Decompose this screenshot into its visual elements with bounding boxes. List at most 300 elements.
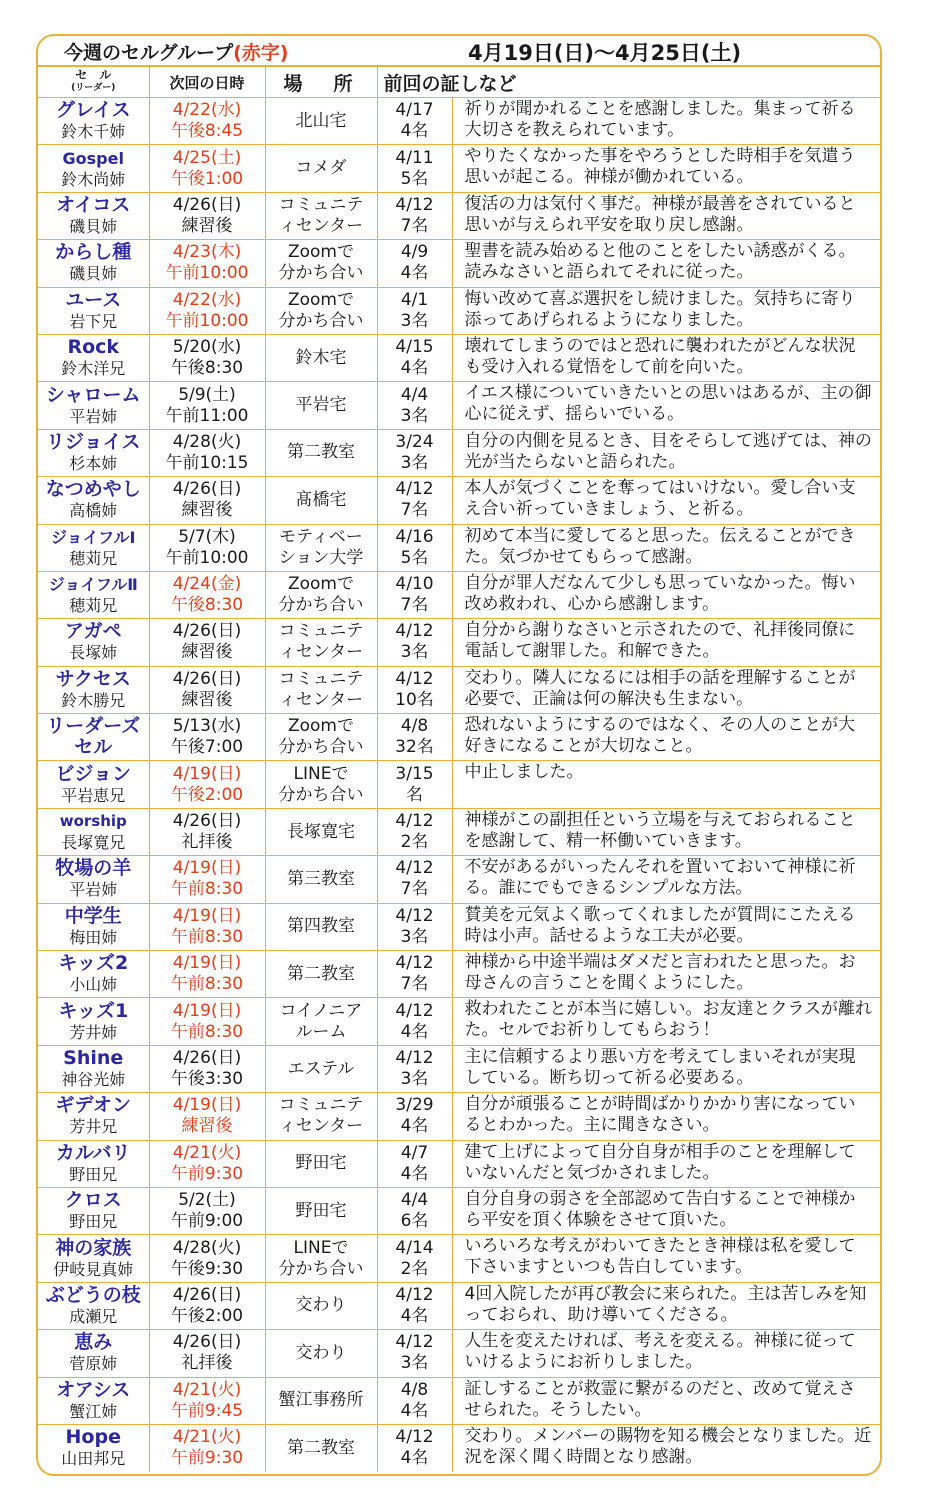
attendance-count: 7名	[400, 215, 429, 236]
previous-date: 4/12	[395, 668, 434, 689]
cell-name-cell	[38, 98, 149, 145]
attendance-count: 4名	[400, 358, 429, 379]
previous-date: 4/12	[395, 858, 434, 879]
next-date-day: 4/26(日)	[172, 1332, 242, 1353]
testimony-text: 神様から中途半端はダメだと言われたと思った。お母さんの言うことを聞くようにした。	[452, 951, 880, 998]
cell-name: カルバリ	[55, 1141, 131, 1164]
previous-meeting	[377, 382, 452, 429]
cell-name-cell	[38, 1140, 149, 1187]
attendance-count: 3名	[400, 405, 429, 426]
meeting-place: コイノニア ルーム	[265, 998, 377, 1045]
previous-date: 4/4	[400, 1190, 429, 1211]
header-date: 次回の日時	[149, 67, 265, 98]
meeting-place: 交わり	[265, 1330, 377, 1377]
meeting-place: 第四教室	[265, 903, 377, 950]
cell-name: クロス	[64, 1189, 122, 1212]
next-date	[149, 808, 265, 855]
meeting-place: 交わり	[265, 1282, 377, 1329]
testimony-text: 不安があるがいったんそれを置いておいて神様に祈る。誰にでもできるシンプルな方法。	[452, 856, 880, 903]
header-testimony: 前回の証しなど	[377, 67, 880, 98]
testimony-text: 悔い改めて喜ぶ選択をし続けました。気持ちに寄り添ってあげられるようになりました。	[452, 287, 880, 334]
meeting-place: 鈴木宅	[265, 334, 377, 381]
title-row	[38, 36, 880, 66]
next-date-day: 4/22(水)	[172, 100, 242, 121]
next-date-day: 5/7(木)	[178, 526, 236, 547]
previous-date: 4/12	[395, 811, 434, 832]
cell-name: アガペ	[64, 620, 122, 643]
testimony-text: 壊れてしまうのではと恐れに襲われたがどんな状況も受け入れる覚悟をして前を向いた。	[452, 334, 880, 381]
table-row	[38, 856, 880, 903]
cell-leader: 菅原姉	[69, 1354, 118, 1374]
previous-meeting	[377, 1140, 452, 1187]
cell-leader: 長塚寛兄	[61, 833, 126, 853]
previous-meeting	[377, 1377, 452, 1424]
meeting-place: 野田宅	[265, 1140, 377, 1187]
next-date	[149, 1187, 265, 1234]
table-row	[38, 666, 880, 713]
cell-leader: 野田兄	[69, 1212, 118, 1232]
testimony-text: 建て上げによって自分自身が相手のことを理解していないんだと気づかされました。	[452, 1140, 880, 1187]
table-row	[38, 192, 880, 239]
next-date-day: 4/22(水)	[172, 289, 242, 310]
meeting-place: 北山宅	[265, 98, 377, 145]
attendance-count: 3名	[400, 642, 429, 663]
table-row	[38, 334, 880, 381]
next-date	[149, 477, 265, 524]
cell-name-cell	[38, 1424, 149, 1471]
cell-leader: 磯貝姉	[69, 216, 118, 236]
next-date-time: 午前8:30	[170, 879, 244, 900]
testimony-text: 自分から謝りなさいと示されたので、礼拝後同僚に電話して謝罪した。和解できた。	[452, 619, 880, 666]
cell-leader: 芳井姉	[69, 1022, 118, 1042]
cell-name: ビジョン	[55, 762, 132, 785]
meeting-place: Zoomで 分かち合い	[265, 571, 377, 618]
next-date-time: 午前9:45	[170, 1400, 244, 1421]
cell-name: キッズ1	[58, 999, 129, 1022]
next-date-day: 4/25(土)	[172, 147, 242, 168]
table-row	[38, 1235, 880, 1282]
meeting-place: LINEで 分かち合い	[265, 761, 377, 808]
next-date-day: 4/26(日)	[172, 194, 242, 215]
cell-group-table	[38, 66, 880, 1472]
previous-meeting	[377, 808, 452, 855]
previous-meeting	[377, 98, 452, 145]
cell-leader: セル	[74, 736, 113, 759]
meeting-place: 第三教室	[265, 856, 377, 903]
attendance-count: 3名	[400, 310, 429, 331]
table-row	[38, 808, 880, 855]
cell-name-cell	[38, 903, 149, 950]
next-date-time: 午後9:30	[170, 1258, 244, 1279]
next-date	[149, 429, 265, 476]
previous-date: 4/12	[395, 621, 434, 642]
next-date	[149, 1424, 265, 1471]
next-date	[149, 98, 265, 145]
cell-name-cell	[38, 1282, 149, 1329]
cell-name: 牧場の羊	[55, 857, 132, 880]
next-date-day: 4/28(火)	[172, 1237, 242, 1258]
meeting-place: コミュニテ ィセンター	[265, 192, 377, 239]
cell-name: リジョイス	[46, 430, 141, 453]
testimony-text: 復活の力は気付く事だ。神様が最善をされていると思いが与えられ平安を取り戻し感謝。	[452, 192, 880, 239]
testimony-text: 交わり。隣人になるには相手の話を理解することが必要で、正論は何の解決も生まない。	[452, 666, 880, 713]
next-date	[149, 1282, 265, 1329]
previous-date: 4/12	[395, 1427, 434, 1448]
cell-name-cell	[38, 192, 149, 239]
attendance-count: 4名	[400, 121, 429, 142]
next-date-time: 午前10:00	[165, 263, 249, 284]
meeting-place: 第二教室	[265, 951, 377, 998]
previous-date: 4/12	[395, 194, 434, 215]
next-date-time: 練習後	[181, 1116, 233, 1137]
cell-name: オイコス	[56, 193, 131, 216]
cell-leader: 磯貝姉	[69, 264, 118, 284]
next-date-day: 4/26(日)	[172, 811, 242, 832]
previous-meeting	[377, 429, 452, 476]
table-row	[38, 524, 880, 571]
table-row	[38, 382, 880, 429]
testimony-text: 本人が気づくことを奪ってはいけない。愛し合い支え合い祈っていきましょう、と祈る。	[452, 477, 880, 524]
cell-name-cell	[38, 808, 149, 855]
next-date-day: 4/23(木)	[172, 242, 242, 263]
attendance-count: 4名	[400, 1400, 429, 1421]
table-row	[38, 145, 880, 192]
cell-name-cell	[38, 571, 149, 618]
previous-date: 3/15	[395, 763, 434, 784]
table-row	[38, 1187, 880, 1234]
next-date	[149, 287, 265, 334]
next-date	[149, 903, 265, 950]
cell-leader: 平岩恵兄	[61, 785, 126, 805]
meeting-place: コミュニテ ィセンター	[265, 666, 377, 713]
attendance-count: 3名	[400, 1069, 429, 1089]
testimony-text: 中止しました。	[452, 761, 880, 808]
meeting-place: コメダ	[265, 145, 377, 192]
attendance-count: 5名	[400, 547, 429, 568]
previous-date: 4/12	[395, 905, 434, 926]
testimony-text: 賛美を元気よく歌ってくれましたが質問にこたえる時は小声。話せるような工夫が必要。	[452, 903, 880, 950]
next-date-day: 4/26(日)	[172, 479, 242, 500]
previous-meeting	[377, 1045, 452, 1092]
cell-leader: 鈴木尚姉	[61, 169, 126, 189]
next-date	[149, 1093, 265, 1140]
testimony-text: 神様がこの副担任という立場を与えておられることを感謝して、精一杯働いていきます。	[452, 808, 880, 855]
next-date-time: 午後2:00	[170, 784, 244, 805]
attendance-count: 6名	[400, 1211, 429, 1232]
next-date	[149, 761, 265, 808]
next-date-time: 午前10:00	[165, 310, 249, 331]
previous-meeting	[377, 714, 452, 761]
previous-meeting	[377, 145, 452, 192]
testimony-text: 4回入院したが再び教会に来られた。主は苦しみを知っておられ、助け導いてくださる。	[452, 1282, 880, 1329]
previous-date: 4/8	[400, 1379, 429, 1400]
next-date-day: 4/19(日)	[172, 953, 242, 974]
attendance-count: 10名	[395, 689, 434, 710]
next-date-day: 4/19(日)	[172, 858, 242, 879]
next-date-day: 4/21(火)	[172, 1379, 242, 1400]
next-date-time: 午前8:30	[170, 974, 244, 995]
previous-meeting	[377, 951, 452, 998]
previous-meeting	[377, 1424, 452, 1471]
attendance-count: 4名	[400, 1116, 429, 1137]
cell-leader: 高橋姉	[69, 501, 118, 521]
meeting-place: モティベー ション大学	[265, 524, 377, 571]
testimony-text: やりたくなかった事をやろうとした時相手を気遣う思いが起こる。神様が働かれている。	[452, 145, 880, 192]
next-date-time: 午後8:30	[170, 358, 244, 379]
previous-meeting	[377, 192, 452, 239]
table-row	[38, 98, 880, 145]
next-date	[149, 998, 265, 1045]
next-date	[149, 1235, 265, 1282]
testimony-text: 初めて本当に愛してると思った。伝えることができた。気づかせてもらって感謝。	[452, 524, 880, 571]
cell-name: グレイス	[55, 99, 131, 122]
next-date-day: 4/26(日)	[172, 668, 242, 689]
cell-name: Rock	[67, 336, 120, 359]
attendance-count: 7名	[400, 974, 429, 995]
cell-name: 神の家族	[55, 1236, 132, 1259]
cell-name-cell	[38, 761, 149, 808]
cell-name: Hope	[65, 1426, 121, 1449]
cell-name-cell	[38, 145, 149, 192]
cell-name: Shine	[63, 1047, 124, 1069]
next-date	[149, 240, 265, 287]
cell-leader: 平岩姉	[69, 406, 118, 426]
cell-name-cell	[38, 998, 149, 1045]
next-date-time: 午後1:00	[170, 168, 244, 189]
attendance-count: 4名	[400, 1021, 429, 1042]
attendance-count: 7名	[400, 500, 429, 521]
next-date-day: 4/26(日)	[172, 1048, 242, 1068]
cell-leader: 伊岐見真姉	[53, 1259, 134, 1279]
testimony-text: 主に信頼するより悪い方を考えてしまいそれが実現している。断ち切って祈る必要ある。	[452, 1045, 880, 1092]
previous-meeting	[377, 761, 452, 808]
meeting-place: LINEで 分かち合い	[265, 1235, 377, 1282]
next-date-time: 練習後	[181, 642, 233, 663]
attendance-count: 7名	[400, 879, 429, 900]
date-range: 4月19日(日)〜4月25日(土)	[468, 41, 742, 65]
previous-meeting	[377, 666, 452, 713]
attendance-count: 5名	[400, 168, 429, 189]
table-row	[38, 1282, 880, 1329]
previous-meeting	[377, 903, 452, 950]
previous-date: 4/12	[395, 1332, 434, 1353]
cell-leader: 長塚姉	[69, 643, 118, 663]
next-date-time: 午後8:45	[170, 121, 244, 142]
cell-name-cell	[38, 1377, 149, 1424]
cell-leader: 平岩姉	[69, 880, 118, 900]
table-row	[38, 477, 880, 524]
meeting-place: コミュニテ ィセンター	[265, 1093, 377, 1140]
table-row	[38, 998, 880, 1045]
table-row	[38, 714, 880, 761]
attendance-count: 3名	[400, 1353, 429, 1374]
testimony-text: 救われたことが本当に嬉しい。お友達とクラスが離れた。セルでお祈りしてもらおう！	[452, 998, 880, 1045]
attendance-count: 4名	[400, 263, 429, 284]
cell-name-cell	[38, 287, 149, 334]
attendance-count: 4名	[400, 1448, 429, 1469]
cell-name: Gospel	[62, 148, 124, 168]
table-row	[38, 1045, 880, 1092]
testimony-text: 自分の内側を見るとき、目をそらして逃げては、神の光が当たらないと語られた。	[452, 429, 880, 476]
cell-leader: 鈴木千姉	[61, 122, 126, 142]
meeting-place: コミュニテ ィセンター	[265, 619, 377, 666]
header-cell-label: セ ル	[75, 68, 112, 82]
cell-name-cell	[38, 1187, 149, 1234]
next-date	[149, 666, 265, 713]
previous-meeting	[377, 1330, 452, 1377]
next-date	[149, 334, 265, 381]
schedule-frame	[36, 34, 882, 1476]
header-place: 場 所	[265, 67, 377, 98]
attendance-count: 32名	[395, 737, 434, 758]
next-date	[149, 1045, 265, 1092]
attendance-count: 2名	[400, 832, 429, 853]
cell-name-cell	[38, 334, 149, 381]
previous-meeting	[377, 856, 452, 903]
next-date-day: 5/2(土)	[178, 1190, 236, 1211]
previous-meeting	[377, 571, 452, 618]
cell-name: なつめやし	[45, 478, 141, 501]
cell-name-cell	[38, 951, 149, 998]
previous-meeting	[377, 1187, 452, 1234]
next-date-day: 4/26(日)	[172, 1284, 242, 1305]
next-date-time: 午前10:00	[165, 547, 249, 568]
cell-name-cell	[38, 240, 149, 287]
table-row	[38, 951, 880, 998]
table-row	[38, 1377, 880, 1424]
testimony-text: 自分が頑張ることが時間ばかりかかり害になっているとわかった。主に聞きなさい。	[452, 1093, 880, 1140]
next-date-time: 午後3:30	[170, 1069, 244, 1089]
cell-leader: 神谷光姉	[61, 1070, 126, 1089]
next-date-day: 5/20(水)	[172, 337, 242, 358]
cell-leader: 山田邦兄	[61, 1449, 126, 1469]
attendance-count: 4名	[400, 1305, 429, 1326]
next-date-day: 4/19(日)	[172, 1095, 242, 1116]
meeting-place: 野田宅	[265, 1187, 377, 1234]
cell-name: ぶどうの枝	[45, 1283, 141, 1306]
previous-date: 4/7	[400, 1142, 429, 1163]
previous-date: 3/24	[395, 431, 434, 452]
cell-name-cell	[38, 619, 149, 666]
testimony-text: 自分が罪人だなんて少しも思っていなかった。悔い改め救われ、心から感謝します。	[452, 571, 880, 618]
previous-date: 4/16	[395, 526, 434, 547]
cell-name-cell	[38, 856, 149, 903]
next-date	[149, 1330, 265, 1377]
previous-meeting	[377, 334, 452, 381]
previous-date: 4/14	[395, 1237, 434, 1258]
meeting-place: Zoomで 分かち合い	[265, 240, 377, 287]
cell-leader: 岩下兄	[69, 311, 118, 331]
next-date-day: 4/28(火)	[172, 431, 242, 452]
previous-date: 4/11	[395, 147, 434, 168]
cell-name-cell	[38, 714, 149, 761]
next-date-time: 午前10:15	[165, 452, 249, 473]
next-date-time: 午前9:30	[170, 1163, 244, 1184]
meeting-place: Zoomで 分かち合い	[265, 287, 377, 334]
next-date	[149, 951, 265, 998]
cell-name: オアシス	[56, 1378, 131, 1401]
attendance-count: 3名	[400, 926, 429, 947]
table-row	[38, 1330, 880, 1377]
testimony-text: 人生を変えたければ、考えを変える。神様に従っていけるようにお祈りしました。	[452, 1330, 880, 1377]
cell-name-cell	[38, 477, 149, 524]
table-row	[38, 903, 880, 950]
meeting-place: 平岩宅	[265, 382, 377, 429]
next-date	[149, 1377, 265, 1424]
table-row	[38, 619, 880, 666]
cell-name: シャローム	[45, 383, 141, 406]
cell-leader: 穂苅兄	[69, 548, 118, 568]
next-date-time: 礼拝後	[181, 1353, 233, 1374]
page-title	[64, 38, 288, 65]
cell-name: リーダーズ	[46, 715, 141, 738]
table-row	[38, 429, 880, 476]
next-date	[149, 571, 265, 618]
previous-date: 4/1	[400, 289, 429, 310]
cell-name-cell	[38, 666, 149, 713]
table-row	[38, 240, 880, 287]
previous-date: 4/12	[395, 479, 434, 500]
previous-date: 3/29	[395, 1095, 434, 1116]
previous-date: 4/12	[395, 953, 434, 974]
previous-meeting	[377, 240, 452, 287]
next-date-time: 礼拝後	[181, 832, 233, 853]
meeting-place: 長塚寛宅	[265, 808, 377, 855]
testimony-text: 恐れないようにするのではなく、その人のことが大好きになることが大切なこと。	[452, 714, 880, 761]
cell-leader: 梅田姉	[69, 927, 118, 947]
testimony-text: 交わり。メンバーの賜物を知る機会となりました。近況を深く聞く時間となり感謝。	[452, 1424, 880, 1471]
next-date	[149, 714, 265, 761]
cell-leader: 芳井兄	[69, 1117, 118, 1137]
table-row	[38, 571, 880, 618]
next-date-day: 4/19(日)	[172, 905, 242, 926]
cell-leader: 成瀬兄	[69, 1306, 118, 1326]
next-date-day: 4/21(火)	[172, 1427, 242, 1448]
next-date	[149, 619, 265, 666]
table-body	[38, 98, 880, 1472]
meeting-place: 髙橋宅	[265, 477, 377, 524]
cell-name: worship	[59, 812, 127, 831]
cell-leader: 野田兄	[69, 1164, 118, 1184]
cell-name: キッズ2	[58, 952, 129, 975]
next-date-time: 午前8:30	[170, 1021, 244, 1042]
cell-name: 恵み	[74, 1331, 113, 1354]
next-date-day: 4/26(日)	[172, 621, 242, 642]
previous-date: 4/15	[395, 337, 434, 358]
next-date-day: 4/21(火)	[172, 1142, 242, 1163]
next-date-time: 午前9:30	[170, 1448, 244, 1469]
cell-name-cell	[38, 1093, 149, 1140]
next-date	[149, 856, 265, 903]
title-main: 今週のセルグループ	[64, 42, 234, 64]
testimony-text: 証しすることが救霊に繋がるのだと、改めて覚えさせられた。そうしたい。	[452, 1377, 880, 1424]
next-date-time: 午前8:30	[170, 926, 244, 947]
cell-leader: 杉本姉	[69, 453, 118, 473]
cell-name: ジョイフルⅠ	[50, 527, 136, 547]
next-date-time: 午後7:00	[170, 737, 244, 758]
table-row	[38, 287, 880, 334]
table-row	[38, 761, 880, 808]
previous-meeting	[377, 524, 452, 571]
table-header-row	[38, 67, 880, 98]
next-date-time: 午前11:00	[165, 405, 249, 426]
previous-meeting	[377, 1235, 452, 1282]
previous-date: 4/17	[395, 100, 434, 121]
cell-name-cell	[38, 382, 149, 429]
previous-meeting	[377, 287, 452, 334]
attendance-count: 7名	[400, 595, 429, 616]
attendance-count: 2名	[400, 1258, 429, 1279]
